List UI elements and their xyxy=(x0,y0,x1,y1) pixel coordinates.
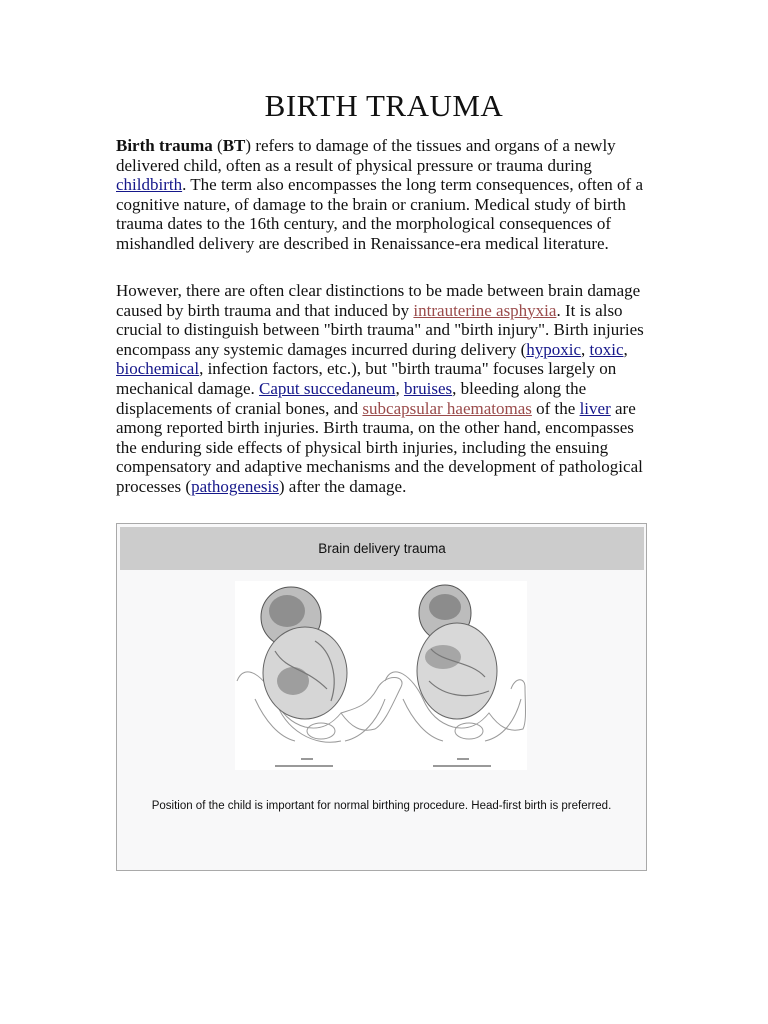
text-run: ) after the damage. xyxy=(278,476,407,496)
text-run: , infection factors, etc.), but "birth trauma" focuses largely on mechanical damage. xyxy=(116,359,617,398)
body-paragraph xyxy=(116,281,656,497)
text-run: , xyxy=(581,339,590,359)
infobox-illustration[interactable] xyxy=(235,581,527,770)
link-bruises[interactable]: bruises xyxy=(403,378,453,398)
fetus-left xyxy=(261,587,347,719)
link-childbirth[interactable]: childbirth xyxy=(116,175,183,195)
link-subcapsular-haematomas[interactable]: subcapsular haematomas xyxy=(362,398,532,418)
text-run: ( xyxy=(212,136,223,155)
figure-labels xyxy=(275,758,491,767)
term-bold: Birth trauma xyxy=(116,136,213,155)
text-run: However, there are often clear distinctions to be made between brain damage caused by birth trauma and that induced by xyxy=(116,281,641,320)
text-run: . The term also encompasses the long term consequences, often of a cognitive nature, of damage to the brain or cranium. Medical study of birth trauma dates to the 16th century, and the morphological consequences of mishandled delivery are described in Renaissance-era medical literature. xyxy=(116,175,644,253)
fetus-right xyxy=(417,585,497,719)
text-run: are among reported birth injuries. Birth trauma, on the other hand, encompasses the enduring side effects of physical birth injuries, including the ensuing compensatory and adaptive mechanisms and the development of pathological processes ( xyxy=(116,398,643,496)
text-run: of the xyxy=(531,398,580,418)
link-liver[interactable]: liver xyxy=(579,398,611,418)
link-biochemical[interactable]: biochemical xyxy=(116,359,200,379)
link-hypoxic[interactable]: hypoxic xyxy=(526,339,582,359)
fetal-position-drawing xyxy=(235,581,527,770)
text-run: ) refers to damage of the tissues and organs of a newly delivered child, often as a result of physical pressure or trauma during xyxy=(116,136,616,175)
link-pathogenesis[interactable]: pathogenesis xyxy=(191,476,279,496)
link-toxic[interactable]: toxic xyxy=(589,339,624,359)
text-run: , xyxy=(395,378,404,398)
link-intrauterine-asphyxia[interactable]: intrauterine asphyxia xyxy=(413,300,557,320)
text-run: , bleeding along the displacements of cranial bones, and xyxy=(116,378,587,418)
intro-paragraph xyxy=(116,136,656,254)
infobox-header: Brain delivery trauma xyxy=(120,527,644,570)
text-run: , xyxy=(623,339,628,359)
text-run: . It is also crucial to distinguish between "birth trauma" and "birth injury". Birth injuries encompass any systemic damages incurred during delivery ( xyxy=(116,300,644,359)
abbreviation-bold: BT xyxy=(222,136,246,155)
link-caput-succedaneum[interactable]: Caput succedaneum xyxy=(259,378,396,398)
page-title: BIRTH TRAUMA xyxy=(264,88,504,123)
infobox xyxy=(116,523,647,871)
infobox-caption: Position of the child is important for normal birthing procedure. Head-first birth is preferred. xyxy=(151,800,612,812)
